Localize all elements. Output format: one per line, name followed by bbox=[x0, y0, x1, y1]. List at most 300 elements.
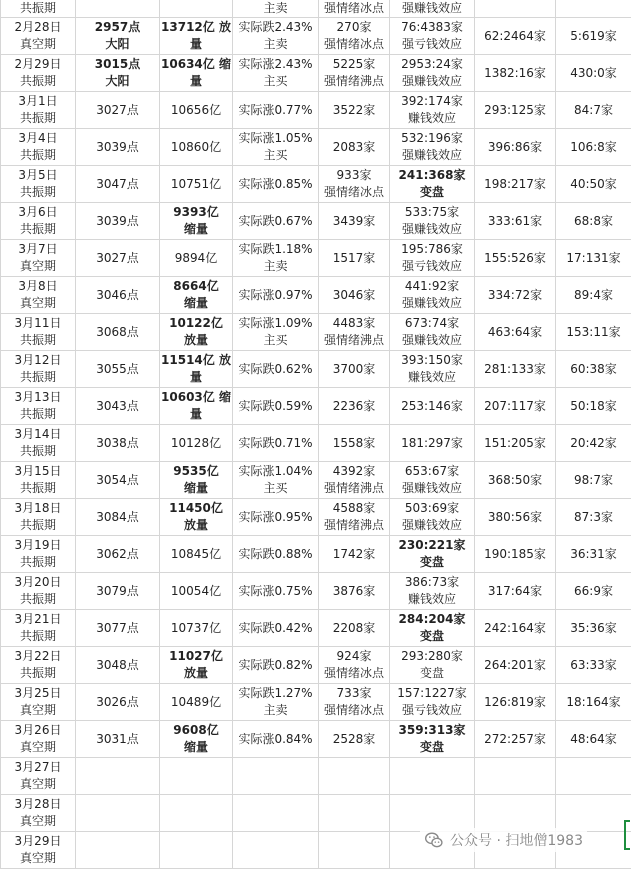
volume-cell[interactable] bbox=[160, 499, 233, 536]
col7-cell[interactable]: 264:201家 bbox=[475, 647, 556, 684]
volume-cell[interactable] bbox=[160, 129, 233, 166]
cell-line: 实际跌1.18% bbox=[233, 241, 318, 258]
cell-line: 实际涨0.75% bbox=[233, 583, 318, 600]
volume-cell[interactable] bbox=[160, 277, 233, 314]
cell-line: 变盘 bbox=[390, 665, 474, 682]
volume-cell[interactable] bbox=[160, 610, 233, 647]
index-cell[interactable] bbox=[76, 92, 160, 129]
index-cell[interactable] bbox=[76, 314, 160, 351]
volume-cell[interactable] bbox=[160, 425, 233, 462]
cell-line: 3039点 bbox=[76, 139, 159, 156]
index-cell[interactable] bbox=[76, 536, 160, 573]
col6-cell[interactable] bbox=[390, 92, 475, 129]
col8-cell[interactable]: 60:38家 bbox=[556, 351, 631, 388]
index-cell[interactable] bbox=[76, 203, 160, 240]
cell-line: 4392家 bbox=[319, 463, 389, 480]
table-row bbox=[1, 314, 631, 351]
col6-cell[interactable] bbox=[390, 351, 475, 388]
col6-cell[interactable] bbox=[390, 0, 475, 18]
table-row bbox=[1, 647, 631, 684]
table-row bbox=[1, 18, 631, 55]
volume-cell[interactable] bbox=[160, 314, 233, 351]
change-cell[interactable] bbox=[233, 462, 319, 499]
cell-line: 253:146家 bbox=[390, 398, 474, 415]
cell-line: 10634亿 缩 bbox=[160, 56, 232, 73]
col8-cell[interactable]: 98:7家 bbox=[556, 462, 631, 499]
col8-cell[interactable] bbox=[556, 0, 631, 18]
table-row bbox=[1, 92, 631, 129]
cell-line: 2953:24家 bbox=[390, 56, 474, 73]
col8-cell[interactable]: 84:7家 bbox=[556, 92, 631, 129]
cell-line: 共振期 bbox=[1, 184, 75, 201]
date-cell[interactable] bbox=[1, 314, 76, 351]
col5-cell[interactable] bbox=[319, 536, 390, 573]
wechat-icon bbox=[424, 830, 444, 850]
col5-cell[interactable] bbox=[319, 832, 390, 869]
cell-text: 强情绪冰点 bbox=[324, 1, 384, 15]
cell-line: 3月12日 bbox=[1, 352, 75, 369]
cell-line: 3038点 bbox=[76, 435, 159, 452]
col6-cell[interactable] bbox=[390, 166, 475, 203]
change-cell[interactable] bbox=[233, 55, 319, 92]
cell-line: 强情绪沸点 bbox=[319, 480, 389, 497]
index-cell[interactable] bbox=[76, 425, 160, 462]
volume-cell[interactable] bbox=[160, 795, 233, 832]
date-cell[interactable] bbox=[1, 684, 76, 721]
col7-cell[interactable]: 155:526家 bbox=[475, 240, 556, 277]
index-cell[interactable] bbox=[76, 166, 160, 203]
cell-line: 强情绪沸点 bbox=[319, 332, 389, 349]
col8-cell[interactable]: 66:9家 bbox=[556, 573, 631, 610]
cell-line: 2528家 bbox=[319, 731, 389, 748]
change-cell[interactable] bbox=[233, 647, 319, 684]
col6-cell[interactable] bbox=[390, 795, 475, 832]
date-cell[interactable] bbox=[1, 425, 76, 462]
change-cell[interactable] bbox=[233, 758, 319, 795]
cell-line: 3068点 bbox=[76, 324, 159, 341]
change-cell[interactable] bbox=[233, 203, 319, 240]
change-cell[interactable] bbox=[233, 351, 319, 388]
col7-cell[interactable]: 272:257家 bbox=[475, 721, 556, 758]
change-cell[interactable] bbox=[233, 832, 319, 869]
date-cell[interactable] bbox=[1, 462, 76, 499]
date-cell[interactable] bbox=[1, 573, 76, 610]
volume-cell[interactable] bbox=[160, 240, 233, 277]
table-row bbox=[1, 129, 631, 166]
col8-cell[interactable]: 40:50家 bbox=[556, 166, 631, 203]
col6-cell[interactable] bbox=[390, 684, 475, 721]
col8-cell[interactable]: 430:0家 bbox=[556, 55, 631, 92]
col6-cell[interactable] bbox=[390, 573, 475, 610]
col7-cell[interactable]: 293:125家 bbox=[475, 92, 556, 129]
cell-line: 主买 bbox=[233, 147, 318, 164]
table-row bbox=[1, 795, 631, 832]
volume-cell[interactable] bbox=[160, 758, 233, 795]
col5-cell[interactable] bbox=[319, 573, 390, 610]
index-cell[interactable] bbox=[76, 573, 160, 610]
index-cell[interactable] bbox=[76, 462, 160, 499]
cell-line: 10603亿 缩 bbox=[160, 389, 232, 406]
volume-cell[interactable] bbox=[160, 832, 233, 869]
volume-cell[interactable] bbox=[160, 18, 233, 55]
change-cell[interactable] bbox=[233, 277, 319, 314]
volume-cell[interactable] bbox=[160, 536, 233, 573]
cell-line: 强情绪冰点 bbox=[319, 665, 389, 682]
col8-cell[interactable]: 89:4家 bbox=[556, 277, 631, 314]
cell-line: 实际跌0.82% bbox=[233, 657, 318, 674]
change-cell[interactable] bbox=[233, 0, 319, 18]
col7-cell[interactable]: 198:217家 bbox=[475, 166, 556, 203]
col6-cell[interactable] bbox=[390, 129, 475, 166]
col5-cell[interactable] bbox=[319, 758, 390, 795]
date-cell[interactable] bbox=[1, 388, 76, 425]
index-cell[interactable] bbox=[76, 832, 160, 869]
col5-cell[interactable] bbox=[319, 314, 390, 351]
col7-cell[interactable]: 380:56家 bbox=[475, 499, 556, 536]
cell-line: 3439家 bbox=[319, 213, 389, 230]
cell-line: 11450亿 bbox=[160, 500, 232, 517]
table-row bbox=[1, 536, 631, 573]
cell-line: 强情绪冰点 bbox=[319, 702, 389, 719]
cell-line: 3月13日 bbox=[1, 389, 75, 406]
cell-line: 真空期 bbox=[1, 776, 75, 793]
col5-cell[interactable] bbox=[319, 647, 390, 684]
cell-line: 10737亿 bbox=[160, 620, 232, 637]
col6-cell[interactable] bbox=[390, 55, 475, 92]
col5-cell[interactable] bbox=[319, 721, 390, 758]
col7-cell[interactable]: 151:205家 bbox=[475, 425, 556, 462]
col7-cell[interactable]: 334:72家 bbox=[475, 277, 556, 314]
cell-line: 3月22日 bbox=[1, 648, 75, 665]
col7-cell[interactable] bbox=[475, 758, 556, 795]
cell-line: 9608亿 bbox=[160, 722, 232, 739]
change-cell[interactable] bbox=[233, 795, 319, 832]
change-cell[interactable] bbox=[233, 18, 319, 55]
col6-cell[interactable] bbox=[390, 499, 475, 536]
index-cell[interactable] bbox=[76, 610, 160, 647]
index-cell[interactable] bbox=[76, 240, 160, 277]
col8-cell[interactable]: 36:31家 bbox=[556, 536, 631, 573]
col7-cell[interactable]: 463:64家 bbox=[475, 314, 556, 351]
cell-line: 4483家 bbox=[319, 315, 389, 332]
cell-line: 强情绪冰点 bbox=[319, 184, 389, 201]
change-cell[interactable] bbox=[233, 388, 319, 425]
col6-cell[interactable] bbox=[390, 610, 475, 647]
date-cell[interactable] bbox=[1, 240, 76, 277]
cell-line: 3月26日 bbox=[1, 722, 75, 739]
cell-line: 230:221家 bbox=[390, 537, 474, 554]
change-cell[interactable] bbox=[233, 314, 319, 351]
index-cell[interactable] bbox=[76, 684, 160, 721]
change-cell[interactable] bbox=[233, 240, 319, 277]
col5-cell[interactable] bbox=[319, 240, 390, 277]
cell-line: 3月21日 bbox=[1, 611, 75, 628]
col7-cell[interactable]: 396:86家 bbox=[475, 129, 556, 166]
change-cell[interactable] bbox=[233, 425, 319, 462]
col8-cell[interactable]: 68:8家 bbox=[556, 203, 631, 240]
cell-line: 共振期 bbox=[1, 665, 75, 682]
cell-line: 653:67家 bbox=[390, 463, 474, 480]
col5-cell[interactable] bbox=[319, 425, 390, 462]
col5-cell[interactable] bbox=[319, 166, 390, 203]
cell-line: 76:4383家 bbox=[390, 19, 474, 36]
index-cell[interactable] bbox=[76, 795, 160, 832]
table-row bbox=[1, 425, 631, 462]
col5-cell[interactable] bbox=[319, 610, 390, 647]
change-cell[interactable] bbox=[233, 499, 319, 536]
col7-cell[interactable]: 242:164家 bbox=[475, 610, 556, 647]
cell-line: 3月11日 bbox=[1, 315, 75, 332]
cell-line: 共振期 bbox=[1, 517, 75, 534]
cell-line: 386:73家 bbox=[390, 574, 474, 591]
selection-corner bbox=[624, 820, 630, 850]
cell-line: 真空期 bbox=[1, 739, 75, 756]
date-cell[interactable] bbox=[1, 721, 76, 758]
cell-line: 3031点 bbox=[76, 731, 159, 748]
cell-line: 强情绪沸点 bbox=[319, 517, 389, 534]
cell-line: 强赚钱效应 bbox=[390, 295, 474, 312]
col8-cell[interactable]: 18:164家 bbox=[556, 684, 631, 721]
cell-line: 实际涨0.95% bbox=[233, 509, 318, 526]
col8-cell[interactable]: 106:8家 bbox=[556, 129, 631, 166]
cell-line: 实际跌1.27% bbox=[233, 685, 318, 702]
col5-cell[interactable] bbox=[319, 55, 390, 92]
date-cell[interactable] bbox=[1, 795, 76, 832]
col6-cell[interactable] bbox=[390, 314, 475, 351]
volume-cell[interactable] bbox=[160, 647, 233, 684]
col8-cell[interactable]: 20:42家 bbox=[556, 425, 631, 462]
col5-cell[interactable] bbox=[319, 277, 390, 314]
date-cell[interactable] bbox=[1, 0, 76, 18]
col5-cell[interactable] bbox=[319, 388, 390, 425]
index-cell[interactable] bbox=[76, 721, 160, 758]
change-cell[interactable] bbox=[233, 610, 319, 647]
index-cell[interactable] bbox=[76, 647, 160, 684]
cell-line: 共振期 bbox=[1, 443, 75, 460]
cell-line: 量 bbox=[160, 406, 232, 423]
cell-text: 主卖 bbox=[263, 1, 287, 15]
cell-line: 2月28日 bbox=[1, 19, 75, 36]
cell-line: 532:196家 bbox=[390, 130, 474, 147]
volume-cell[interactable] bbox=[160, 388, 233, 425]
col7-cell[interactable] bbox=[475, 0, 556, 18]
col7-cell[interactable]: 317:64家 bbox=[475, 573, 556, 610]
index-cell[interactable] bbox=[76, 351, 160, 388]
col6-cell[interactable] bbox=[390, 647, 475, 684]
cell-line: 共振期 bbox=[1, 221, 75, 238]
volume-cell[interactable] bbox=[160, 166, 233, 203]
date-cell[interactable] bbox=[1, 499, 76, 536]
cell-line: 3027点 bbox=[76, 250, 159, 267]
index-cell[interactable] bbox=[76, 55, 160, 92]
change-cell[interactable] bbox=[233, 536, 319, 573]
change-cell[interactable] bbox=[233, 129, 319, 166]
cell-line: 10122亿 bbox=[160, 315, 232, 332]
cell-line: 3月25日 bbox=[1, 685, 75, 702]
date-cell[interactable] bbox=[1, 129, 76, 166]
index-cell[interactable] bbox=[76, 0, 160, 18]
col7-cell[interactable] bbox=[475, 795, 556, 832]
col5-cell[interactable] bbox=[319, 203, 390, 240]
cell-line: 3046点 bbox=[76, 287, 159, 304]
index-cell[interactable] bbox=[76, 388, 160, 425]
cell-line: 3月20日 bbox=[1, 574, 75, 591]
cell-line: 3月29日 bbox=[1, 833, 75, 850]
col6-cell[interactable] bbox=[390, 18, 475, 55]
cell-line: 实际跌0.71% bbox=[233, 435, 318, 452]
index-cell[interactable] bbox=[76, 129, 160, 166]
change-cell[interactable] bbox=[233, 721, 319, 758]
cell-line: 变盘 bbox=[390, 628, 474, 645]
col7-cell[interactable]: 281:133家 bbox=[475, 351, 556, 388]
date-cell[interactable] bbox=[1, 758, 76, 795]
date-cell[interactable] bbox=[1, 610, 76, 647]
col6-cell[interactable] bbox=[390, 758, 475, 795]
table-row bbox=[1, 758, 631, 795]
change-cell[interactable] bbox=[233, 166, 319, 203]
cell-line: 真空期 bbox=[1, 295, 75, 312]
col8-cell[interactable]: 50:18家 bbox=[556, 388, 631, 425]
volume-cell[interactable] bbox=[160, 721, 233, 758]
volume-cell[interactable] bbox=[160, 462, 233, 499]
cell-line: 10128亿 bbox=[160, 435, 232, 452]
col5-cell[interactable] bbox=[319, 0, 390, 18]
col6-cell[interactable] bbox=[390, 462, 475, 499]
cell-line: 8664亿 bbox=[160, 278, 232, 295]
col5-cell[interactable] bbox=[319, 129, 390, 166]
volume-cell[interactable] bbox=[160, 684, 233, 721]
volume-cell[interactable] bbox=[160, 351, 233, 388]
col7-cell[interactable]: 368:50家 bbox=[475, 462, 556, 499]
col5-cell[interactable] bbox=[319, 351, 390, 388]
col8-cell[interactable]: 35:36家 bbox=[556, 610, 631, 647]
cell-line: 9393亿 bbox=[160, 204, 232, 221]
index-cell[interactable] bbox=[76, 758, 160, 795]
cell-line: 主卖 bbox=[233, 36, 318, 53]
col6-cell[interactable] bbox=[390, 721, 475, 758]
col5-cell[interactable] bbox=[319, 684, 390, 721]
cell-line: 2957点 bbox=[76, 19, 159, 36]
date-cell[interactable] bbox=[1, 18, 76, 55]
date-cell[interactable] bbox=[1, 832, 76, 869]
col6-cell[interactable] bbox=[390, 425, 475, 462]
cell-line: 放量 bbox=[160, 665, 232, 682]
cell-line: 赚钱效应 bbox=[390, 591, 474, 608]
volume-cell[interactable] bbox=[160, 55, 233, 92]
col8-cell[interactable] bbox=[556, 795, 631, 832]
col5-cell[interactable] bbox=[319, 92, 390, 129]
col7-cell[interactable]: 62:2464家 bbox=[475, 18, 556, 55]
cell-line: 真空期 bbox=[1, 702, 75, 719]
table-row bbox=[1, 240, 631, 277]
watermark bbox=[420, 828, 587, 852]
cell-line: 实际涨2.43% bbox=[233, 56, 318, 73]
cell-line: 157:1227家 bbox=[390, 685, 474, 702]
date-cell[interactable] bbox=[1, 351, 76, 388]
cell-line: 3月7日 bbox=[1, 241, 75, 258]
cell-line: 共振期 bbox=[1, 369, 75, 386]
col6-cell[interactable] bbox=[390, 277, 475, 314]
change-cell[interactable] bbox=[233, 573, 319, 610]
change-cell[interactable] bbox=[233, 684, 319, 721]
col5-cell[interactable] bbox=[319, 18, 390, 55]
cell-line: 主买 bbox=[233, 332, 318, 349]
volume-cell[interactable] bbox=[160, 0, 233, 18]
date-cell[interactable] bbox=[1, 92, 76, 129]
col7-cell[interactable]: 126:819家 bbox=[475, 684, 556, 721]
col7-cell[interactable]: 207:117家 bbox=[475, 388, 556, 425]
cell-line: 强赚钱效应 bbox=[390, 480, 474, 497]
cell-line: 实际跌0.62% bbox=[233, 361, 318, 378]
col7-cell[interactable]: 1382:16家 bbox=[475, 55, 556, 92]
col7-cell[interactable]: 333:61家 bbox=[475, 203, 556, 240]
col8-cell[interactable]: 5:619家 bbox=[556, 18, 631, 55]
change-cell[interactable] bbox=[233, 92, 319, 129]
col8-cell[interactable]: 17:131家 bbox=[556, 240, 631, 277]
date-cell[interactable] bbox=[1, 647, 76, 684]
col8-cell[interactable]: 153:11家 bbox=[556, 314, 631, 351]
cell-line: 强赚钱效应 bbox=[390, 332, 474, 349]
cell-line: 强赚钱效应 bbox=[390, 147, 474, 164]
cell-line: 5225家 bbox=[319, 56, 389, 73]
table-row bbox=[1, 351, 631, 388]
cell-line: 503:69家 bbox=[390, 500, 474, 517]
cell-line: 实际涨0.77% bbox=[233, 102, 318, 119]
col8-cell[interactable] bbox=[556, 758, 631, 795]
cell-line: 共振期 bbox=[1, 628, 75, 645]
col8-cell[interactable]: 48:64家 bbox=[556, 721, 631, 758]
cell-line: 10860亿 bbox=[160, 139, 232, 156]
col6-cell[interactable] bbox=[390, 388, 475, 425]
index-cell[interactable] bbox=[76, 18, 160, 55]
cell-line: 533:75家 bbox=[390, 204, 474, 221]
col6-cell[interactable] bbox=[390, 536, 475, 573]
volume-cell[interactable] bbox=[160, 92, 233, 129]
cell-line: 量 bbox=[160, 36, 232, 53]
date-cell[interactable] bbox=[1, 203, 76, 240]
volume-cell[interactable] bbox=[160, 573, 233, 610]
cell-line: 3047点 bbox=[76, 176, 159, 193]
col5-cell[interactable] bbox=[319, 462, 390, 499]
cell-line: 3月27日 bbox=[1, 759, 75, 776]
cell-line: 放量 bbox=[160, 332, 232, 349]
col8-cell[interactable]: 63:33家 bbox=[556, 647, 631, 684]
volume-cell[interactable] bbox=[160, 203, 233, 240]
date-cell[interactable] bbox=[1, 166, 76, 203]
col6-cell[interactable] bbox=[390, 203, 475, 240]
cell-line: 733家 bbox=[319, 685, 389, 702]
col7-cell[interactable]: 190:185家 bbox=[475, 536, 556, 573]
col8-cell[interactable]: 87:3家 bbox=[556, 499, 631, 536]
index-cell[interactable] bbox=[76, 499, 160, 536]
date-cell[interactable] bbox=[1, 536, 76, 573]
cell-line: 393:150家 bbox=[390, 352, 474, 369]
cell-line: 真空期 bbox=[1, 258, 75, 275]
cell-line: 3048点 bbox=[76, 657, 159, 674]
col5-cell[interactable] bbox=[319, 499, 390, 536]
cell-line: 2236家 bbox=[319, 398, 389, 415]
date-cell[interactable] bbox=[1, 55, 76, 92]
col6-cell[interactable] bbox=[390, 240, 475, 277]
date-cell[interactable] bbox=[1, 277, 76, 314]
cell-line: 放量 bbox=[160, 517, 232, 534]
cell-line: 实际跌0.59% bbox=[233, 398, 318, 415]
index-cell[interactable] bbox=[76, 277, 160, 314]
col5-cell[interactable] bbox=[319, 795, 390, 832]
cell-line: 赚钱效应 bbox=[390, 110, 474, 127]
cell-line: 实际涨0.97% bbox=[233, 287, 318, 304]
cell-line: 3月14日 bbox=[1, 426, 75, 443]
